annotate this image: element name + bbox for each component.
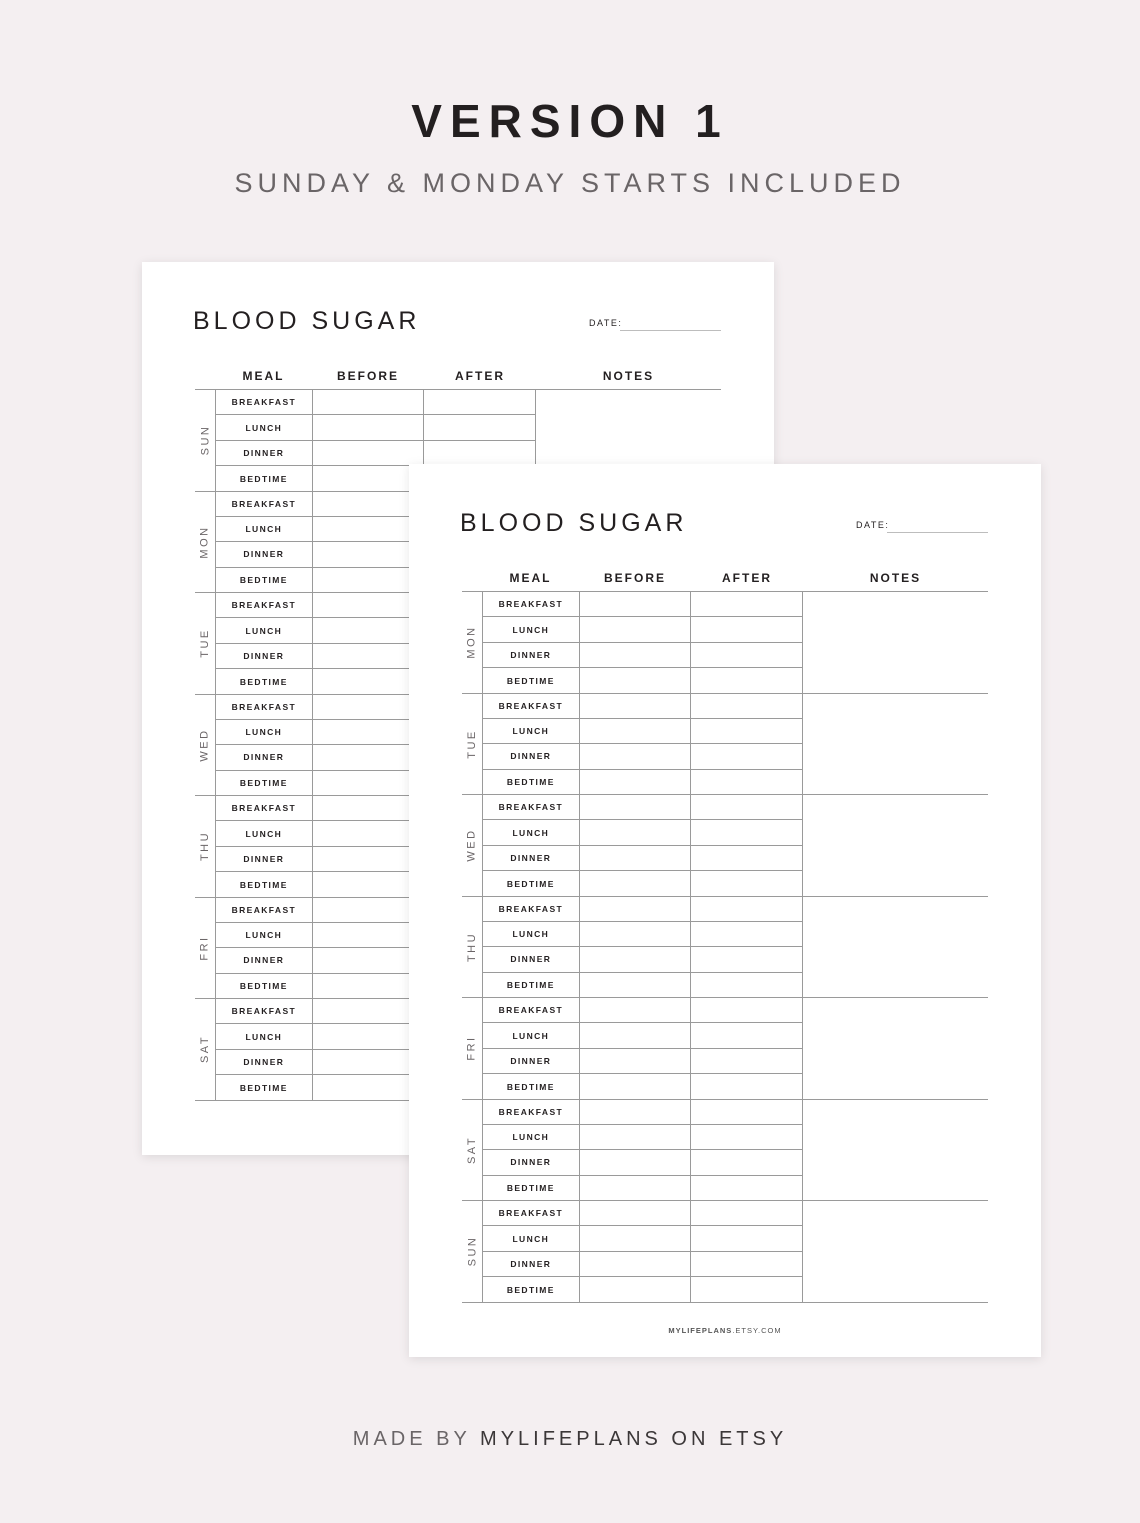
after-reading-cell[interactable]	[424, 390, 536, 414]
meal-rows	[482, 998, 803, 1099]
meal-row	[216, 415, 536, 440]
before-reading-cell[interactable]	[313, 771, 425, 796]
after-reading-cell[interactable]	[424, 441, 536, 465]
before-reading-cell[interactable]	[580, 922, 692, 946]
before-reading-cell[interactable]	[313, 796, 425, 820]
date-field-line[interactable]	[620, 330, 721, 331]
before-reading-cell[interactable]	[313, 1075, 425, 1100]
before-reading-cell[interactable]	[580, 643, 692, 667]
day-label-text: FRI	[466, 1035, 479, 1061]
sheet-title: BLOOD SUGAR	[193, 307, 421, 335]
meal-row	[483, 998, 803, 1023]
meal-label: DINNER	[216, 948, 313, 972]
meal-label: LUNCH	[483, 1125, 580, 1149]
after-reading-cell[interactable]	[691, 1277, 803, 1302]
after-reading-cell[interactable]	[691, 1252, 803, 1276]
sheet-title: BLOOD SUGAR	[460, 509, 688, 537]
notes-cell[interactable]	[803, 1100, 988, 1201]
before-reading-cell[interactable]	[313, 390, 425, 414]
before-reading-cell[interactable]	[313, 441, 425, 465]
before-reading-cell[interactable]	[313, 415, 425, 439]
meal-label: LUNCH	[483, 1023, 580, 1047]
meal-row	[483, 744, 803, 769]
before-reading-cell[interactable]	[580, 1100, 692, 1124]
before-reading-cell[interactable]	[580, 1150, 692, 1174]
meal-label: LUNCH	[216, 1024, 313, 1048]
meal-label: BREAKFAST	[483, 795, 580, 819]
before-reading-cell[interactable]	[313, 1024, 425, 1048]
day-label	[195, 593, 215, 694]
meal-row	[483, 1277, 803, 1302]
meal-label: DINNER	[216, 542, 313, 566]
meal-label: BEDTIME	[483, 668, 580, 693]
day-label-text: THU	[466, 931, 479, 962]
meal-row	[483, 947, 803, 972]
before-reading-cell[interactable]	[580, 668, 692, 693]
meal-label: BREAKFAST	[216, 898, 313, 922]
after-reading-cell[interactable]	[424, 415, 536, 439]
meal-label: BEDTIME	[216, 466, 313, 491]
before-reading-cell[interactable]	[313, 898, 425, 922]
before-reading-cell[interactable]	[580, 1277, 692, 1302]
date-label: DATE:	[589, 318, 623, 328]
meal-label: BEDTIME	[216, 1075, 313, 1100]
after-reading-cell[interactable]	[691, 1049, 803, 1073]
before-reading-cell[interactable]	[313, 821, 425, 845]
day-label-text: TUE	[199, 628, 211, 658]
sheet-footer	[409, 1326, 1041, 1335]
meal-label: BREAKFAST	[483, 694, 580, 718]
before-reading-cell[interactable]	[580, 846, 692, 870]
before-reading-cell[interactable]	[580, 694, 692, 718]
before-reading-cell[interactable]	[313, 974, 425, 999]
meal-label: BREAKFAST	[216, 593, 313, 617]
meal-label: DINNER	[483, 643, 580, 667]
after-reading-cell[interactable]	[691, 694, 803, 718]
day-label-text: MON	[199, 525, 212, 559]
day-block-mon	[462, 592, 988, 694]
column-header-after: AFTER	[722, 571, 772, 585]
meal-label: DINNER	[483, 744, 580, 768]
day-label	[462, 1100, 482, 1201]
after-reading-cell[interactable]	[691, 1201, 803, 1225]
notes-cell[interactable]	[803, 998, 988, 1099]
before-reading-cell[interactable]	[313, 999, 425, 1023]
before-reading-cell[interactable]	[313, 695, 425, 719]
before-reading-cell[interactable]	[580, 820, 692, 844]
before-reading-cell[interactable]	[580, 1049, 692, 1073]
after-reading-cell[interactable]	[691, 643, 803, 667]
before-reading-cell[interactable]	[580, 998, 692, 1022]
day-label	[195, 695, 215, 796]
day-label	[462, 897, 482, 998]
before-reading-cell[interactable]	[580, 1176, 692, 1201]
meal-rows	[482, 795, 803, 896]
day-block-sat	[462, 1100, 988, 1202]
before-reading-cell[interactable]	[313, 492, 425, 516]
meal-label: BREAKFAST	[216, 492, 313, 516]
meal-row	[216, 441, 536, 466]
meal-row	[483, 694, 803, 719]
meal-rows	[482, 897, 803, 998]
after-reading-cell[interactable]	[691, 719, 803, 743]
meal-rows	[482, 592, 803, 693]
meal-label: DINNER	[483, 846, 580, 870]
meal-label: BREAKFAST	[483, 1100, 580, 1124]
day-label	[195, 999, 215, 1100]
meal-label: LUNCH	[216, 415, 313, 439]
day-label	[462, 795, 482, 896]
after-reading-cell[interactable]	[691, 1100, 803, 1124]
meal-label: LUNCH	[216, 923, 313, 947]
day-label-text: TUE	[466, 729, 478, 759]
meal-label: BEDTIME	[216, 872, 313, 897]
after-reading-cell[interactable]	[691, 947, 803, 971]
meal-label: BEDTIME	[216, 974, 313, 999]
footer-brand: MYLIFEPLANS ON ETSY	[480, 1428, 788, 1450]
day-label-text: THU	[199, 831, 212, 862]
page-footer	[0, 1428, 1140, 1451]
notes-cell[interactable]	[803, 1201, 988, 1302]
meal-row	[483, 617, 803, 642]
meal-label: BREAKFAST	[216, 390, 313, 414]
meal-row	[483, 1150, 803, 1175]
meal-label: BEDTIME	[483, 871, 580, 896]
date-field-line[interactable]	[887, 532, 988, 533]
before-reading-cell[interactable]	[580, 770, 692, 795]
meal-rows	[482, 1100, 803, 1201]
meal-row	[483, 795, 803, 820]
before-reading-cell[interactable]	[313, 542, 425, 566]
meal-label: DINNER	[483, 947, 580, 971]
notes-cell[interactable]	[803, 897, 988, 998]
meal-label: BREAKFAST	[216, 796, 313, 820]
meal-label: LUNCH	[483, 719, 580, 743]
after-reading-cell[interactable]	[691, 592, 803, 616]
log-grid	[462, 592, 988, 1303]
before-reading-cell[interactable]	[580, 973, 692, 998]
before-reading-cell[interactable]	[580, 1226, 692, 1250]
after-reading-cell[interactable]	[691, 668, 803, 693]
column-header-before: BEFORE	[603, 571, 666, 585]
day-label-text: SUN	[199, 424, 212, 456]
after-reading-cell[interactable]	[691, 744, 803, 768]
meal-label: LUNCH	[483, 617, 580, 641]
day-label-text: FRI	[199, 935, 212, 961]
meal-row	[483, 643, 803, 668]
meal-rows	[482, 1201, 803, 1302]
before-reading-cell[interactable]	[313, 1050, 425, 1074]
before-reading-cell[interactable]	[313, 948, 425, 972]
after-reading-cell[interactable]	[691, 998, 803, 1022]
meal-label: DINNER	[483, 1049, 580, 1073]
meal-label: LUNCH	[216, 618, 313, 642]
meal-label: DINNER	[216, 644, 313, 668]
meal-label: LUNCH	[216, 821, 313, 845]
notes-cell[interactable]	[803, 592, 988, 693]
after-reading-cell[interactable]	[691, 770, 803, 795]
meal-label: BREAKFAST	[483, 998, 580, 1022]
after-reading-cell[interactable]	[691, 1023, 803, 1047]
meal-label: BREAKFAST	[216, 695, 313, 719]
meal-label: LUNCH	[483, 1226, 580, 1250]
meal-row	[483, 719, 803, 744]
meal-row	[483, 897, 803, 922]
meal-label: BEDTIME	[483, 1176, 580, 1201]
meal-rows	[482, 694, 803, 795]
before-reading-cell[interactable]	[313, 745, 425, 769]
before-reading-cell[interactable]	[313, 593, 425, 617]
date-label: DATE:	[856, 520, 890, 530]
meal-label: BEDTIME	[483, 1277, 580, 1302]
meal-row	[483, 820, 803, 845]
meal-label: BEDTIME	[483, 1074, 580, 1099]
before-reading-cell[interactable]	[580, 617, 692, 641]
before-reading-cell[interactable]	[313, 872, 425, 897]
day-label	[462, 1201, 482, 1302]
meal-row	[483, 668, 803, 693]
meal-row	[483, 1201, 803, 1226]
meal-row	[483, 1252, 803, 1277]
meal-label: LUNCH	[216, 517, 313, 541]
meal-label: BEDTIME	[483, 770, 580, 795]
after-reading-cell[interactable]	[691, 1176, 803, 1201]
after-reading-cell[interactable]	[691, 1074, 803, 1099]
meal-label: DINNER	[216, 1050, 313, 1074]
day-block-thu	[462, 897, 988, 999]
column-header-after: AFTER	[455, 369, 505, 383]
after-reading-cell[interactable]	[691, 1150, 803, 1174]
meal-row	[483, 973, 803, 998]
meal-label: DINNER	[483, 1150, 580, 1174]
meal-label: DINNER	[483, 1252, 580, 1276]
meal-label: LUNCH	[216, 720, 313, 744]
after-reading-cell[interactable]	[691, 846, 803, 870]
before-reading-cell[interactable]	[313, 720, 425, 744]
before-reading-cell[interactable]	[580, 1074, 692, 1099]
after-reading-cell[interactable]	[691, 922, 803, 946]
before-reading-cell[interactable]	[580, 947, 692, 971]
day-label-text: WED	[199, 728, 212, 762]
meal-row	[483, 770, 803, 795]
day-block-sun	[462, 1201, 988, 1303]
day-label-text: WED	[466, 828, 479, 862]
sheet-footer-domain: .ETSY.COM	[732, 1326, 782, 1335]
before-reading-cell[interactable]	[580, 744, 692, 768]
day-label-text: SAT	[466, 1135, 479, 1164]
meal-row	[483, 1226, 803, 1251]
after-reading-cell[interactable]	[691, 820, 803, 844]
after-reading-cell[interactable]	[691, 973, 803, 998]
meal-label: BREAKFAST	[216, 999, 313, 1023]
after-reading-cell[interactable]	[691, 1226, 803, 1250]
meal-label: BREAKFAST	[483, 592, 580, 616]
before-reading-cell[interactable]	[313, 669, 425, 694]
meal-row	[483, 1125, 803, 1150]
before-reading-cell[interactable]	[580, 592, 692, 616]
day-block-tue	[462, 694, 988, 796]
day-label-text: SUN	[466, 1235, 479, 1267]
column-header-meal: MEAL	[509, 571, 552, 585]
meal-row	[483, 1074, 803, 1099]
after-reading-cell[interactable]	[691, 1125, 803, 1149]
before-reading-cell[interactable]	[580, 795, 692, 819]
before-reading-cell[interactable]	[580, 871, 692, 896]
before-reading-cell[interactable]	[313, 568, 425, 593]
column-header-notes: NOTES	[602, 369, 655, 383]
meal-row	[483, 922, 803, 947]
day-block-fri	[462, 998, 988, 1100]
version-subheading: SUNDAY & MONDAY STARTS INCLUDED	[234, 168, 906, 198]
notes-cell[interactable]	[803, 694, 988, 795]
meal-label: DINNER	[216, 745, 313, 769]
meal-row	[483, 1049, 803, 1074]
notes-cell[interactable]	[803, 795, 988, 896]
meal-row	[483, 1176, 803, 1201]
after-reading-cell[interactable]	[691, 897, 803, 921]
before-reading-cell[interactable]	[580, 1125, 692, 1149]
day-label	[462, 694, 482, 795]
after-reading-cell[interactable]	[691, 795, 803, 819]
before-reading-cell[interactable]	[313, 847, 425, 871]
day-block-wed	[462, 795, 988, 897]
meal-row	[483, 871, 803, 896]
after-reading-cell[interactable]	[691, 617, 803, 641]
day-label	[195, 898, 215, 999]
meal-label: BEDTIME	[216, 771, 313, 796]
before-reading-cell[interactable]	[313, 618, 425, 642]
day-label	[195, 796, 215, 897]
before-reading-cell[interactable]	[580, 1201, 692, 1225]
day-label-text: MON	[466, 625, 479, 659]
day-label	[462, 592, 482, 693]
meal-label: LUNCH	[483, 820, 580, 844]
before-reading-cell[interactable]	[313, 517, 425, 541]
version-heading: VERSION 1	[411, 95, 729, 147]
before-reading-cell[interactable]	[313, 644, 425, 668]
meal-label: BEDTIME	[216, 568, 313, 593]
meal-row	[216, 390, 536, 415]
meal-row	[483, 846, 803, 871]
after-reading-cell[interactable]	[691, 871, 803, 896]
meal-row	[483, 1023, 803, 1048]
before-reading-cell[interactable]	[580, 1023, 692, 1047]
day-label	[195, 390, 215, 491]
sheet-footer-brand: MYLIFEPLANS	[668, 1326, 733, 1335]
meal-label: LUNCH	[483, 922, 580, 946]
column-header-notes: NOTES	[869, 571, 922, 585]
column-header-meal: MEAL	[242, 369, 285, 383]
meal-label: BEDTIME	[483, 973, 580, 998]
day-label-text: SAT	[199, 1035, 212, 1064]
meal-label: BREAKFAST	[483, 1201, 580, 1225]
meal-row	[483, 592, 803, 617]
column-header-before: BEFORE	[336, 369, 399, 383]
meal-label: BREAKFAST	[483, 897, 580, 921]
meal-label: DINNER	[216, 441, 313, 465]
before-reading-cell[interactable]	[313, 466, 425, 491]
day-label	[195, 492, 215, 593]
footer-made-by: MADE BY	[352, 1428, 471, 1450]
before-reading-cell[interactable]	[580, 1252, 692, 1276]
before-reading-cell[interactable]	[580, 719, 692, 743]
before-reading-cell[interactable]	[313, 923, 425, 947]
day-label	[462, 998, 482, 1099]
meal-row	[483, 1100, 803, 1125]
monday-start-sheet	[409, 464, 1041, 1357]
meal-label: DINNER	[216, 847, 313, 871]
before-reading-cell[interactable]	[580, 897, 692, 921]
meal-label: BEDTIME	[216, 669, 313, 694]
